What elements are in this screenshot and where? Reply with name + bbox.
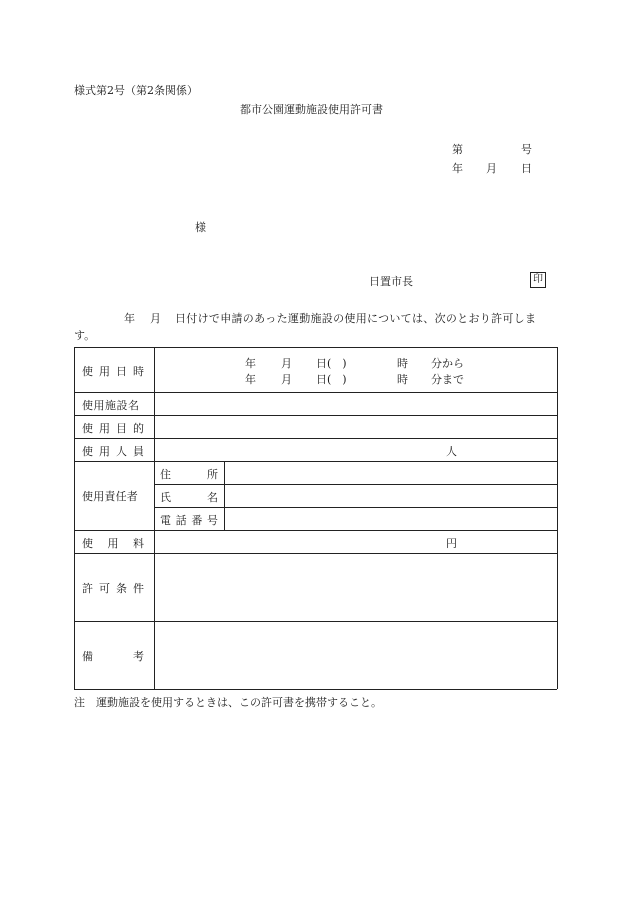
- addressee-honorific: 様: [195, 221, 206, 234]
- remarks-label: 備 考: [82, 650, 144, 663]
- people-label: 使 用 人 員: [82, 445, 144, 458]
- date-day: 日: [521, 162, 532, 175]
- document-title: 都市公園運動施設使用許可書: [240, 103, 383, 116]
- people-unit: 人: [446, 445, 457, 458]
- body-text-line1: 日付けで申請のあった運動施設の使用については、次のとおり許可しま: [175, 312, 537, 325]
- date-month: 月: [486, 162, 497, 175]
- datetime-label: 使 用 日 時: [82, 365, 144, 378]
- footnote: 注 運動施設を使用するときは、この許可書を携帯すること。: [74, 696, 382, 709]
- name-label: 氏 名: [160, 491, 218, 504]
- conditions-label: 許 可 条 件: [82, 582, 144, 595]
- reference-number-suffix: 号: [521, 143, 532, 156]
- purpose-label: 使 用 目 的: [82, 422, 144, 435]
- body-text-line2: す。: [74, 329, 96, 342]
- reference-number-prefix: 第: [452, 143, 463, 156]
- form-number: 様式第2号（第2条関係）: [74, 84, 198, 97]
- issuer-name: 日置市長: [369, 275, 413, 288]
- seal-mark: 印: [530, 272, 546, 288]
- facility-label: 使用施設名: [82, 399, 140, 412]
- fee-unit: 円: [446, 537, 457, 550]
- responsible-label: 使用責任者: [82, 490, 138, 503]
- fee-label: 使 用 料: [82, 537, 144, 550]
- body-year: 年: [124, 312, 135, 325]
- body-month: 月: [150, 312, 161, 325]
- date-year: 年: [452, 162, 463, 175]
- phone-label: 電 話 番 号: [160, 514, 218, 527]
- address-label: 住 所: [160, 468, 218, 481]
